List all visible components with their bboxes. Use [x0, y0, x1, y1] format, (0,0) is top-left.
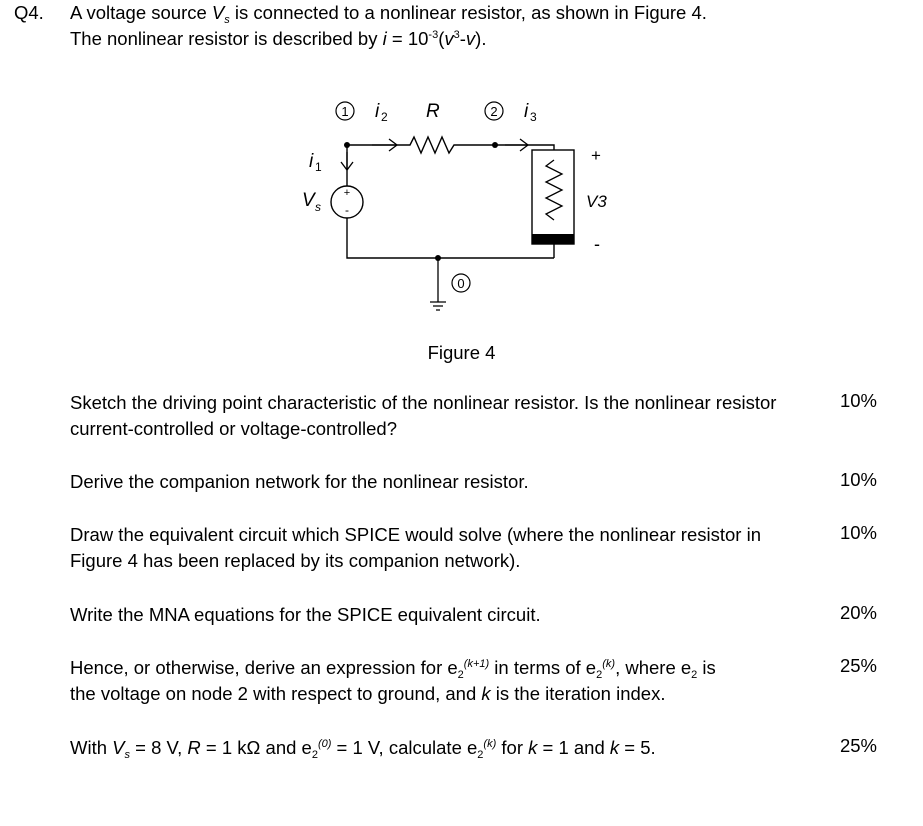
intro-line-2: The nonlinear resistor is described by $i = 10^{-3}(v^3-v)$.	[70, 28, 487, 49]
ground-symbol	[430, 258, 446, 310]
i2-sub: 2	[381, 110, 388, 124]
i1-sub: 1	[315, 160, 322, 174]
part-6-percent: 25%	[839, 735, 877, 756]
i2-label: i	[375, 101, 380, 122]
i2-arrow	[372, 139, 397, 151]
part-6-text: With $V_s = 8$ V, R = 1 kΩ and $e_2^{(0)} = 1$ V, calculate $e_2^{(k)}$ for k = 1 and k = 5.	[70, 737, 656, 761]
part-5-text	[70, 655, 800, 707]
i1-label: i	[309, 151, 314, 172]
i1-arrow	[341, 152, 353, 170]
left-wire-bottom	[347, 218, 554, 258]
circuit-diagram	[0, 0, 923, 340]
node0-label: 0	[457, 276, 465, 291]
i3-arrow	[505, 139, 528, 151]
part-5-line-2: the voltage on node 2 with respect to ground, and k is the iteration index.	[70, 683, 666, 704]
part-1-text: Sketch the driving point characteristic of the nonlinear resistor. Is the nonlinear resistor current-controlled or voltage-controlled?	[70, 392, 777, 439]
intro-line-1: A voltage source $V_s$ is connected to a nonlinear resistor, as shown in Figure 4.	[70, 2, 707, 26]
part-4-percent: 20%	[839, 602, 877, 623]
vs-label: V	[302, 190, 315, 211]
figure-caption: Figure 4	[427, 342, 496, 363]
source-minus: -	[345, 203, 349, 217]
i3-label: i	[524, 101, 529, 122]
nonlinear-resistor	[532, 150, 574, 244]
source-plus: +	[343, 187, 351, 199]
vs-sub: s	[315, 200, 321, 214]
part-5-percent: 25%	[839, 655, 877, 676]
v3-label: V3	[586, 192, 607, 211]
part-1-percent: 10%	[839, 390, 877, 411]
part-2-percent: 10%	[839, 469, 877, 490]
node2-label: 2	[490, 104, 498, 119]
part-4-text: Write the MNA equations for the SPICE equivalent circuit.	[70, 604, 541, 625]
part-5-line-1: Hence, or otherwise, derive an expression for $e_2^{(k+1)}$ in terms of $e_2^{(k)}$, where $e_2$ is	[70, 657, 716, 681]
resistor-r	[402, 137, 470, 153]
node1-label: 1	[341, 104, 349, 119]
part-2-text: Derive the companion network for the nonlinear resistor.	[70, 471, 529, 492]
part-3-text: Draw the equivalent circuit which SPICE would solve (where the nonlinear resistor in Figure 4 has been replaced by its companion network).	[70, 524, 761, 571]
r-label: R	[426, 101, 440, 122]
question-number: Q4.	[14, 2, 44, 23]
v3-minus: -	[594, 234, 600, 254]
i3-sub: 3	[530, 110, 537, 124]
part-3-percent: 10%	[839, 522, 877, 543]
nonlinear-resistor-band	[532, 234, 574, 244]
v3-plus: +	[591, 146, 601, 165]
